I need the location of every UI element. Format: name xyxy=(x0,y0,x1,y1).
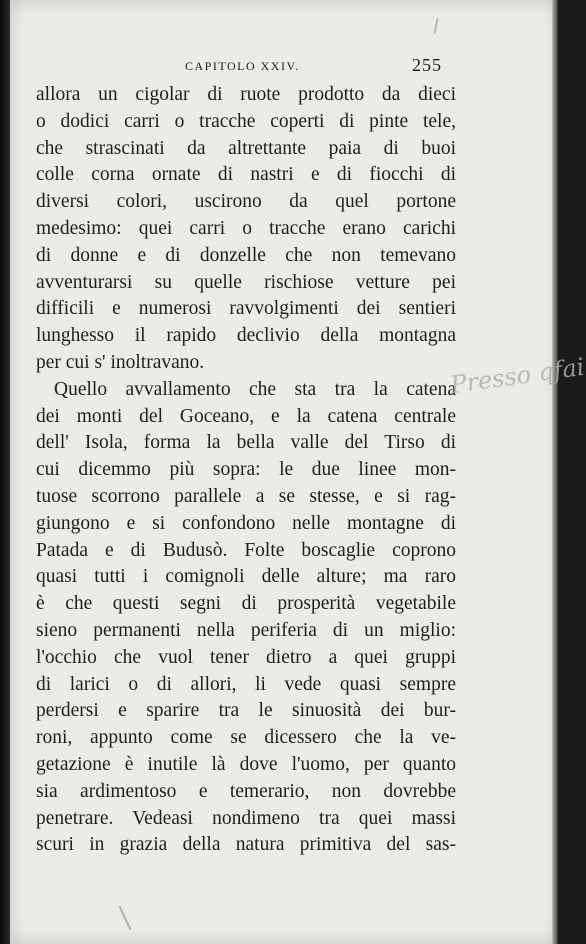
text-line: colle corna ornate di nastri e di fiocchi di xyxy=(36,164,456,186)
text-line: di donne e di donzelle che non temevano xyxy=(36,244,456,266)
text-line: medesimo: quei carri o tracche erano carichi xyxy=(36,217,456,239)
text-line: dell' Isola, forma la bella valle del Tirso di xyxy=(36,432,456,454)
text-line: lunghesso il rapido declivio della montagna xyxy=(36,325,456,347)
text-line: difficili e numerosi ravvolgimenti dei sentieri xyxy=(36,298,456,320)
page-number: 255 xyxy=(412,55,442,75)
text-line: o dodici carri o tracche coperti di pinte tele, xyxy=(36,110,456,132)
running-header xyxy=(10,55,558,79)
paragraph-start-line: Quello avvallamento che sta tra la catena xyxy=(54,378,456,400)
book-page xyxy=(10,0,586,944)
text-line: sieno permanenti nella periferia di un miglio: xyxy=(36,619,456,641)
text-line: roni, appunto come se dicessero che la ve- xyxy=(36,727,456,749)
text-line: che strascinati da altrettante paia di buoi xyxy=(36,137,456,159)
text-line: scuri in grazia della natura primitiva del sas- xyxy=(36,834,456,856)
text-line: avventurarsi su quelle rischiose vetture pei xyxy=(36,271,456,293)
running-title: CAPITOLO XXIV. xyxy=(185,59,300,73)
text-line: dei monti del Goceano, e la catena centrale xyxy=(36,405,456,427)
text-line: di larici o di allori, li vede quasi sempre xyxy=(36,673,456,695)
pencil-margin-note: Presso qfai xyxy=(448,352,586,400)
text-line: è che questi segni di prosperità vegetabile xyxy=(36,593,456,615)
text-line: cui dicemmo più sopra: le due linee mon- xyxy=(36,459,456,481)
book-gutter-shadow xyxy=(0,0,10,944)
text-line: allora un cigolar di ruote prodotto da dieci xyxy=(36,84,456,105)
text-line: getazione è inutile là dove l'uomo, per quanto xyxy=(36,753,456,775)
ink-stroke-mark xyxy=(119,906,132,930)
text-line: quasi tutti i comignoli delle alture; ma raro xyxy=(36,566,456,588)
text-line: Patada e di Budusò. Folte boscaglie coprono xyxy=(36,539,456,561)
page-edge xyxy=(552,0,558,944)
text-line: giungono e si confondono nelle montagne di xyxy=(36,512,456,534)
pencil-tick-mark xyxy=(433,18,438,34)
text-line: diversi colori, uscirono da quel portone xyxy=(36,191,456,213)
paragraph-end-line: per cui s' inoltravano. xyxy=(36,351,205,373)
text-line: l'occhio che vuol tener dietro a quei gruppi xyxy=(36,646,456,668)
body-text xyxy=(36,82,456,859)
text-line: perdersi e sparire tra le sinuosità dei bur- xyxy=(36,700,456,722)
text-line: sia ardimentoso e temerario, non dovrebbe xyxy=(36,780,456,802)
text-line: penetrare. Vedeasi nondimeno tra quei massi xyxy=(36,807,456,829)
text-line: tuose scorrono parallele a se stesse, e si rag- xyxy=(36,485,456,507)
